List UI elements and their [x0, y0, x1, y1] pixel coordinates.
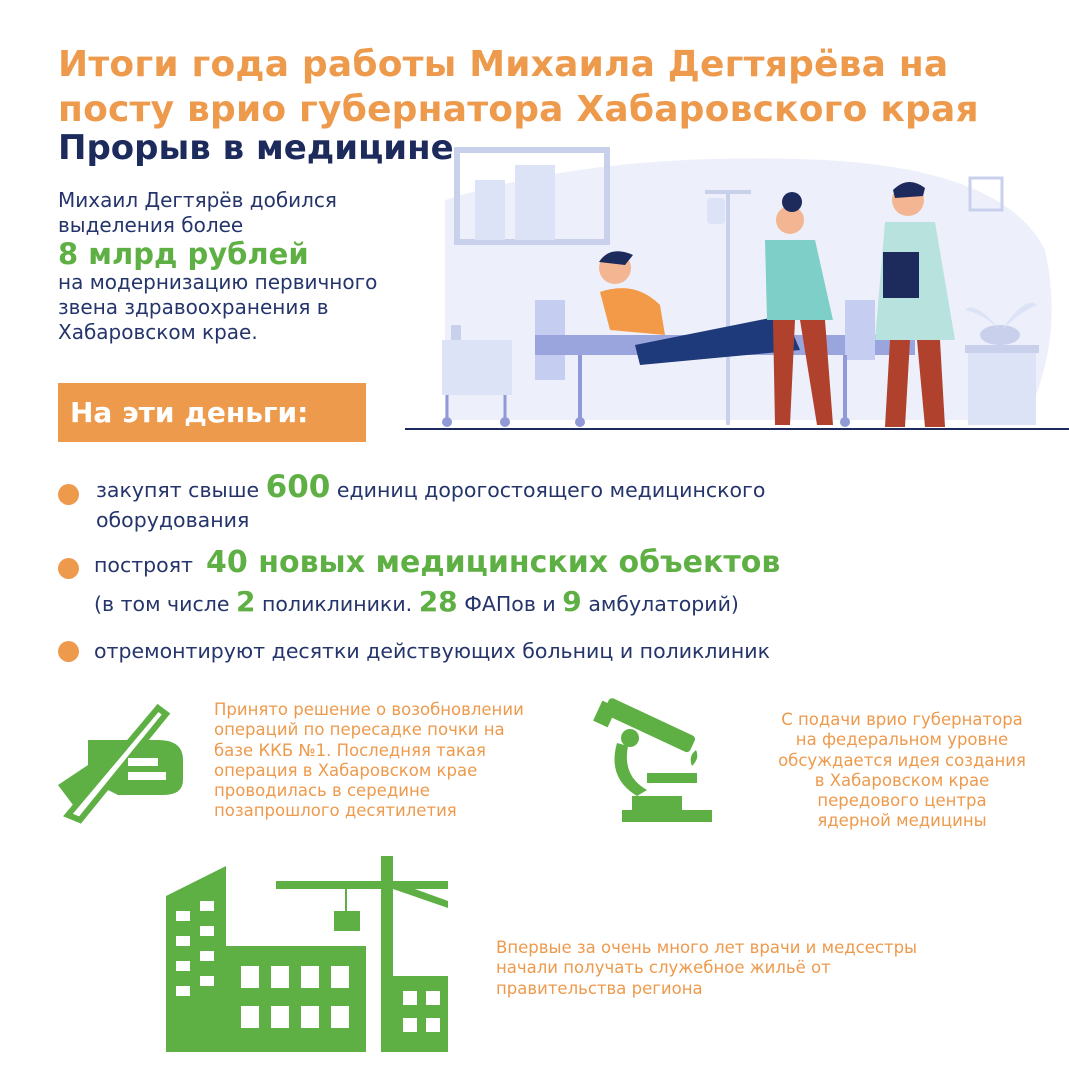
section-badge: На эти деньги: — [58, 383, 366, 442]
list-item: закупят свыше 600 единиц дорогостоящего медицинского оборудования — [58, 470, 958, 533]
note-kidney: Принято решение о возобновлении операций по пересадке почки на базе ККБ №1. Последняя такая операция в Хабаровском крае проводилась в середине позапрошлого десятилетия — [214, 700, 524, 821]
bullet-dot — [58, 641, 79, 662]
list-item: построят 40 новых медицинских объектов (в том числе 2 поликлиники. 28 ФАПов и 9 амбулаторий) — [58, 544, 958, 622]
hospital-illustration — [405, 140, 1069, 440]
facilities-count: 40 новых медицинских объектов — [206, 545, 781, 580]
section-subtitle: Прорыв в медицине — [58, 128, 454, 168]
scalpel-hand-icon — [58, 700, 188, 825]
bullet-dot — [58, 558, 79, 579]
funding-amount: 8 млрд рублей — [58, 237, 309, 271]
microscope-icon — [592, 698, 717, 826]
bullet-dot — [58, 484, 79, 505]
note-nuclear: С подачи врио губернатора на федеральном уровне обсуждается идея создания в Хабаровском крае передового центра ядерной медицины — [778, 710, 1026, 831]
list-item: отремонтируют десятки действующих больниц и поликлиник — [58, 634, 958, 668]
page-title: Итоги года работы Михаила Дегтярёва на посту врио губернатора Хабаровского края — [58, 44, 979, 130]
intro-text: Михаил Дегтярёв добился выделения более 8 млрд рублей на модернизацию первичного звена здравоохранения в Хабаровском крае. — [58, 188, 438, 345]
equipment-count: 600 — [265, 469, 331, 505]
construction-crane-icon — [166, 856, 448, 1052]
note-housing: Впервые за очень много лет врачи и медсестры начали получать служебное жильё от правительства региона — [496, 938, 918, 998]
